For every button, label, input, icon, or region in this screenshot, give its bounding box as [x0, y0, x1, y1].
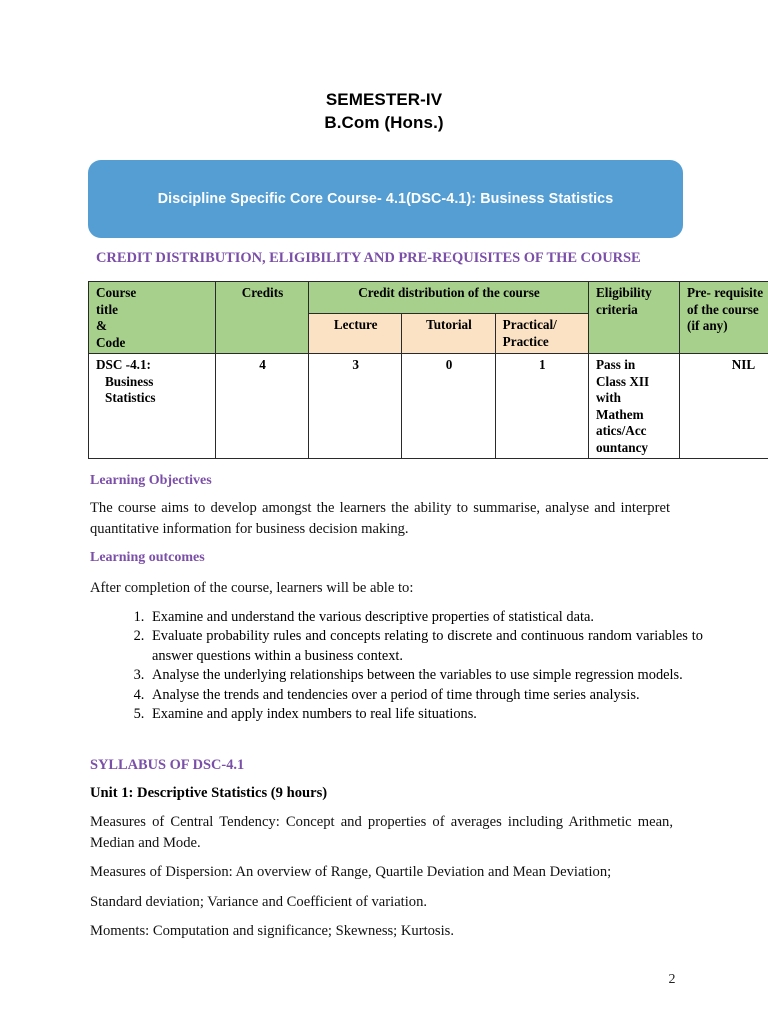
table-header-row-1 — [89, 282, 768, 314]
learning-objectives-text: The course aims to develop amongst the learners the ability to summarise, analyse and interpret quantitative information for business decision making. — [90, 500, 670, 537]
learning-outcomes-heading: Learning outcomes — [90, 550, 205, 565]
course-banner — [88, 160, 683, 238]
cell-prerequisite: NIL — [680, 354, 768, 459]
header-course-title: Course title & Code — [89, 282, 216, 354]
list-item: 5. Examine and apply index numbers to real life situations. — [148, 705, 703, 724]
syllabus-paragraph-2: Measures of Dispersion: An overview of Range, Quartile Deviation and Mean Deviation; — [90, 864, 612, 880]
header-lecture: Lecture — [309, 314, 402, 354]
course-banner-label: Discipline Specific Core Course- 4.1(DSC-4.1): Business Statistics — [157, 191, 614, 207]
learning-objectives-heading: Learning Objectives — [90, 473, 212, 488]
header-tutorial: Tutorial — [402, 314, 495, 354]
list-item: 1. Examine and understand the various descriptive properties of statistical data. — [148, 608, 703, 627]
page-title — [0, 88, 768, 134]
syllabus-paragraph-4: Moments: Computation and significance; Skewness; Kurtosis. — [90, 923, 454, 939]
cell-eligibility: Pass in Class XII with Mathem atics/Acc ountancy — [589, 354, 680, 459]
semester-heading: SEMESTER-IV — [325, 90, 443, 109]
programme-heading: B.Com (Hons.) — [324, 113, 444, 132]
learning-outcomes-intro: After completion of the course, learners will be able to: — [90, 580, 414, 596]
syllabus-heading: SYLLABUS OF DSC-4.1 — [90, 757, 245, 773]
table-row — [89, 354, 768, 459]
header-eligibility-criteria: Eligibility criteria — [589, 282, 680, 354]
cell-credits: 4 — [216, 354, 309, 459]
syllabus-paragraph-3: Standard deviation; Variance and Coefficient of variation. — [90, 894, 428, 910]
list-item: 4. Analyse the trends and tendencies over a period of time through time series analysis. — [148, 686, 703, 705]
header-credits: Credits — [216, 282, 309, 354]
learning-outcomes-list — [110, 608, 703, 724]
list-item: 2. Evaluate probability rules and concepts relating to discrete and continuous random variables to answer questions within a business context. — [148, 627, 703, 666]
cell-course-title: DSC -4.1: Business Statistics — [89, 354, 216, 459]
header-prerequisite: Pre- requisite of the course (if any) — [680, 282, 768, 354]
list-item: 3. Analyse the underlying relationships between the variables to use simple regression models. — [148, 666, 703, 685]
credit-distribution-heading: CREDIT DISTRIBUTION, ELIGIBILITY AND PRE-REQUISITES OF THE COURSE — [96, 250, 641, 266]
header-credit-distribution: Credit distribution of the course — [309, 282, 589, 314]
cell-lecture: 3 — [309, 354, 402, 459]
page-number: 2 — [668, 972, 676, 987]
unit-heading: Unit 1: Descriptive Statistics (9 hours) — [90, 785, 328, 801]
cell-practical: 1 — [495, 354, 588, 459]
credit-distribution-table — [88, 281, 768, 459]
cell-tutorial: 0 — [402, 354, 495, 459]
header-practical: Practical/ Practice — [495, 314, 588, 354]
syllabus-paragraph-1: Measures of Central Tendency: Concept and properties of averages including Arithmetic mean, Median and Mode. — [90, 814, 673, 851]
